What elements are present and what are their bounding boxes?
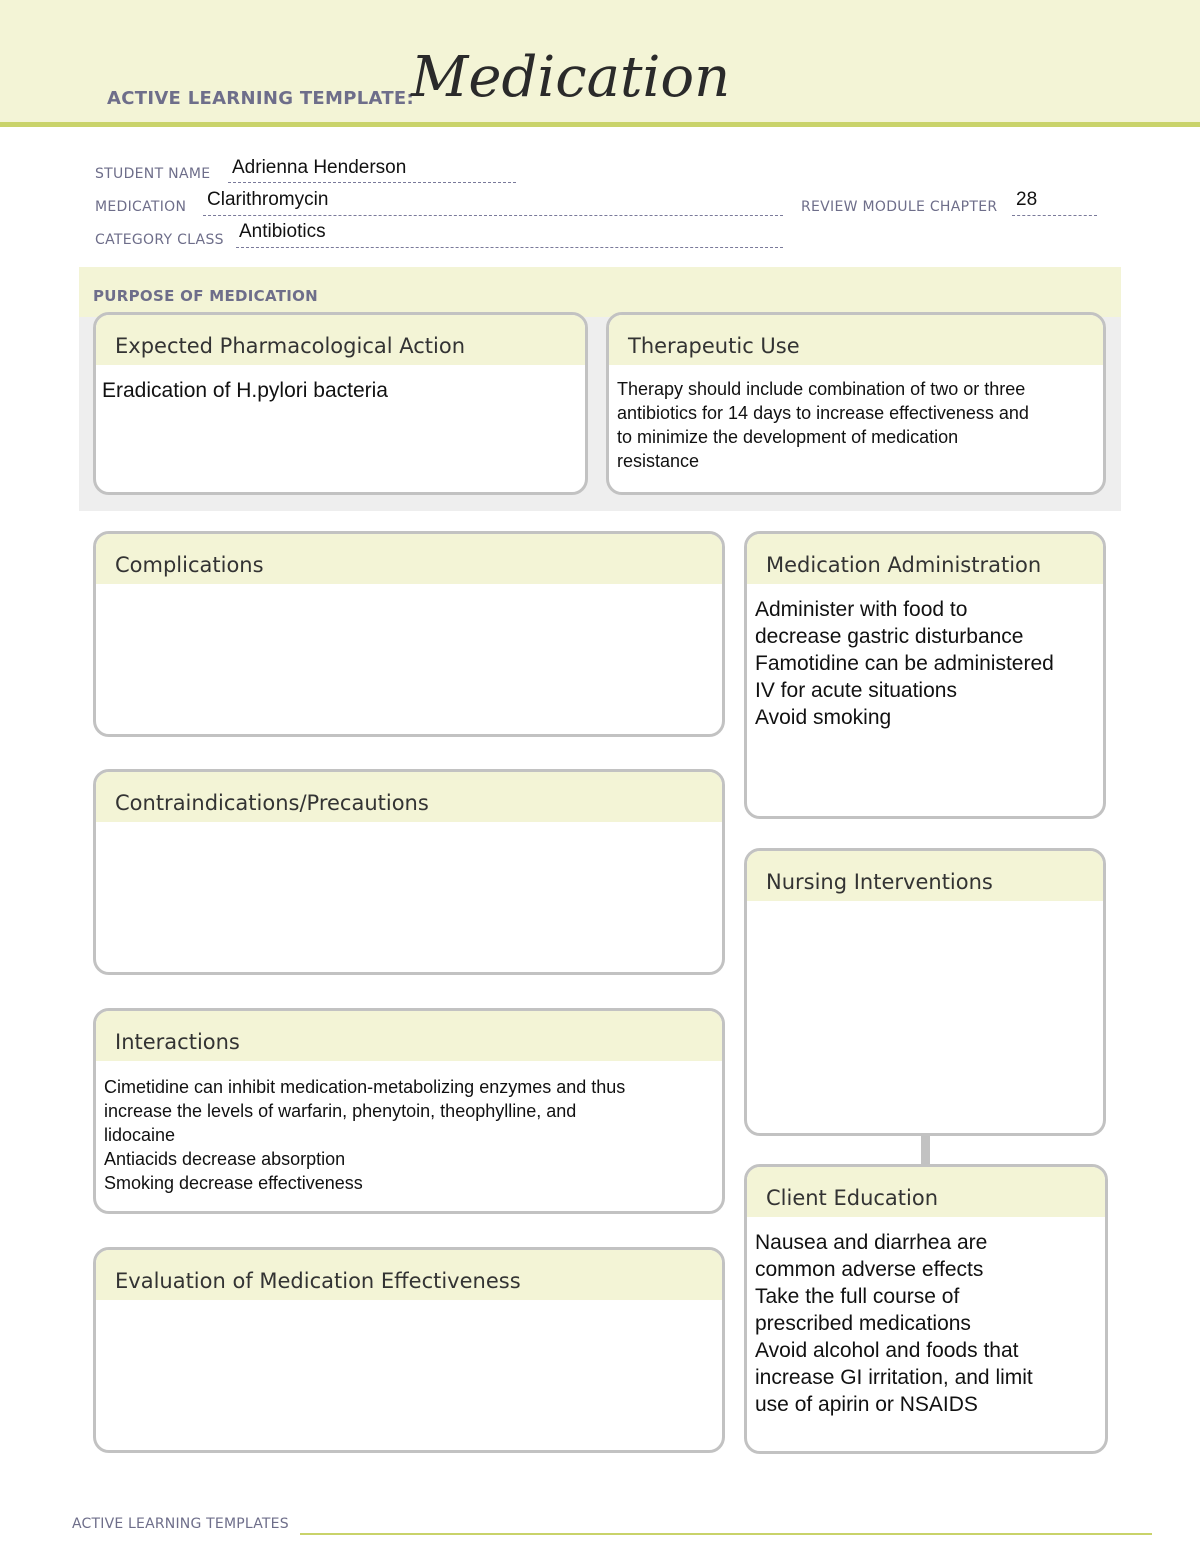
category-class-field[interactable]: Antibiotics — [239, 221, 326, 242]
page-title: Medication — [411, 45, 731, 110]
client-education-line: increase GI irritation, and limit — [755, 1366, 1033, 1389]
interactions-line: Antiacids decrease absorption — [104, 1149, 346, 1169]
interactions-line: Cimetidine can inhibit medication-metabolizing enzymes and thus — [104, 1077, 626, 1097]
nursing-interventions-title: Nursing Interventions — [747, 851, 1103, 901]
administration-title: Medication Administration — [747, 534, 1103, 584]
student-name-label: STUDENT NAME — [95, 166, 211, 182]
template-label: ACTIVE LEARNING TEMPLATE: — [107, 88, 414, 109]
administration-line: Administer with food to — [755, 598, 968, 621]
student-name-line — [228, 182, 516, 183]
administration-body — [747, 584, 1103, 731]
category-class-label: CATEGORY CLASS — [95, 232, 224, 248]
review-module-line — [1012, 215, 1097, 216]
interactions-title: Interactions — [96, 1011, 722, 1061]
client-education-line: prescribed medications — [755, 1312, 971, 1335]
purpose-label: PURPOSE OF MEDICATION — [93, 287, 319, 305]
client-education-card[interactable] — [744, 1164, 1108, 1454]
contraindications-title: Contraindications/Precautions — [96, 772, 722, 822]
interactions-line: increase the levels of warfarin, phenytoin, theophylline, and — [104, 1101, 577, 1121]
client-education-title: Client Education — [747, 1167, 1105, 1217]
client-education-body — [747, 1217, 1105, 1418]
administration-line: Avoid smoking — [755, 706, 892, 729]
complications-card[interactable] — [93, 531, 725, 737]
therapeutic-use-line: Therapy should include combination of two or three — [617, 379, 1026, 399]
therapeutic-use-line: to minimize the development of medication — [617, 427, 959, 447]
interactions-body — [96, 1061, 722, 1195]
administration-card[interactable] — [744, 531, 1106, 819]
category-class-line — [236, 247, 783, 248]
administration-line: IV for acute situations — [755, 679, 957, 702]
client-education-line: use of apirin or NSAIDS — [755, 1393, 978, 1416]
therapeutic-use-card[interactable] — [606, 312, 1106, 495]
client-education-line: Take the full course of — [755, 1285, 960, 1308]
footer-rule — [300, 1533, 1152, 1535]
nursing-interventions-card[interactable] — [744, 848, 1106, 1136]
card-connector — [921, 1136, 930, 1166]
interactions-card[interactable] — [93, 1008, 725, 1214]
evaluation-title: Evaluation of Medication Effectiveness — [96, 1250, 722, 1300]
client-education-line: Avoid alcohol and foods that — [755, 1339, 1019, 1362]
administration-line: decrease gastric disturbance — [755, 625, 1024, 648]
review-module-label: REVIEW MODULE CHAPTER — [801, 199, 998, 215]
therapeutic-use-body — [609, 365, 1103, 473]
medication-field[interactable]: Clarithromycin — [207, 189, 329, 210]
medication-label: MEDICATION — [95, 199, 187, 215]
interactions-line: lidocaine — [104, 1125, 176, 1145]
header-rule — [0, 122, 1200, 127]
contraindications-card[interactable] — [93, 769, 725, 975]
footer-label: ACTIVE LEARNING TEMPLATES — [72, 1516, 289, 1532]
administration-line: Famotidine can be administered — [755, 652, 1054, 675]
evaluation-card[interactable] — [93, 1247, 725, 1453]
expected-action-title: Expected Pharmacological Action — [96, 315, 585, 365]
interactions-line: Smoking decrease effectiveness — [104, 1173, 363, 1193]
expected-action-card[interactable] — [93, 312, 588, 495]
review-module-field[interactable]: 28 — [1016, 189, 1038, 210]
complications-title: Complications — [96, 534, 722, 584]
expected-action-line: Eradication of H.pylori bacteria — [102, 379, 388, 402]
student-name-field[interactable]: Adrienna Henderson — [232, 157, 407, 178]
client-education-line: Nausea and diarrhea are — [755, 1231, 988, 1254]
therapeutic-use-line: resistance — [617, 451, 700, 471]
therapeutic-use-line: antibiotics for 14 days to increase effectiveness and — [617, 403, 1029, 423]
therapeutic-use-title: Therapeutic Use — [609, 315, 1103, 365]
expected-action-body — [96, 365, 585, 404]
medication-line — [203, 215, 783, 216]
client-education-line: common adverse effects — [755, 1258, 984, 1281]
